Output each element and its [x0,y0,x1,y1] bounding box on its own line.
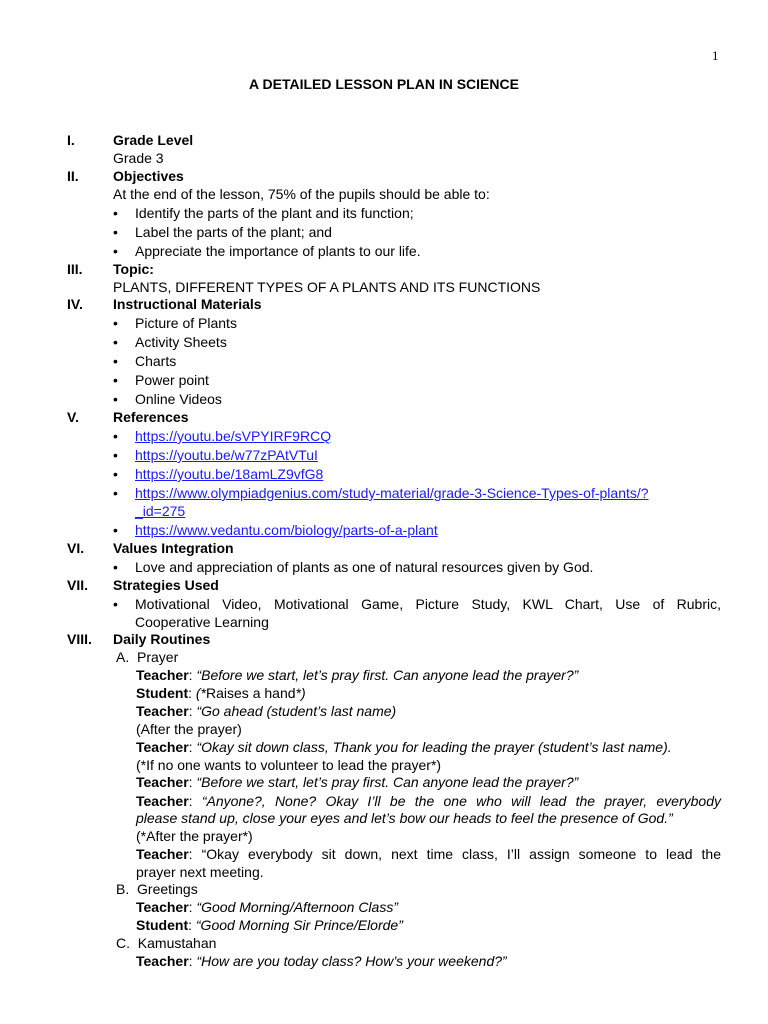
routine-kamustahan: C. Kamustahan [116,935,217,951]
reference-link[interactable]: https://www.vedantu.com/biology/parts-of-a-plant [135,522,438,538]
dialogue-line: Teacher: “Before we start, let’s pray first. Can anyone lead the prayer?” [136,667,579,683]
dialogue-line: Teacher: “Okay everybody sit down, next time class, I’ll assign someone to lead the [136,846,721,862]
dialogue-line: Teacher: “Good Morning/Afternoon Class” [136,899,398,915]
section-heading: References [113,409,189,425]
dialogue-line: Teacher: “Before we start, let’s pray first. Can anyone lead the prayer?” [136,774,579,790]
reference-link[interactable]: https://www.olympiadgenius.com/study-material/grade-3-Science-Types-of-plants/? [135,485,649,501]
objectives-intro: At the end of the lesson, 75% of the pupils should be able to: [113,186,490,202]
dialogue-line: Teacher: “Go ahead (student’s last name) [136,703,397,719]
reference-link[interactable]: https://youtu.be/w77zPAtVTuI [135,447,318,463]
section-number: V. [67,409,79,425]
dialogue-line: Student: “Good Morning Sir Prince/Elorde” [136,917,403,933]
routine-prayer: A. Prayer [116,649,179,665]
dialogue-line: Teacher: “Anyone?, None? Okay I’ll be the one who will lead the prayer, everybody [136,793,721,809]
section-heading: Strategies Used [113,577,219,593]
section-heading: Values Integration [113,540,234,556]
dialogue-line: Teacher: “Okay sit down class, Thank you for leading the prayer (student’s last name). [136,739,672,755]
section-heading: Objectives [113,168,184,184]
dialogue-line-continued: please stand up, close your eyes and let’s bow our heads to feel the presence of God.” [136,810,673,826]
grade-text: Grade 3 [113,150,164,166]
section-number: II. [67,168,79,184]
section-heading: Grade Level [113,132,194,148]
stage-direction: (*After the prayer*) [136,828,253,844]
section-number: IV. [67,296,83,312]
section-heading: Instructional Materials [113,296,262,312]
reference-link[interactable]: _id=275 [135,503,186,519]
document-title: A DETAILED LESSON PLAN IN SCIENCE [249,76,519,92]
topic-text: PLANTS, DIFFERENT TYPES OF A PLANTS AND ITS FUNCTIONS [113,279,541,295]
strategies-continued: Cooperative Learning [135,614,269,630]
section-number: VIII. [67,631,92,647]
section-number: III. [67,261,83,277]
section-heading: Topic: [113,261,154,277]
dialogue-line-continued: prayer next meeting. [136,864,264,880]
section-number: I. [67,132,75,148]
section-number: VI. [67,540,85,556]
page-number: 1 [712,48,719,63]
section-heading: Daily Routines [113,631,211,647]
stage-direction: (*If no one wants to volunteer to lead the prayer*) [136,757,442,773]
dialogue-line: Teacher: “How are you today class? How’s your weekend?” [136,953,507,969]
routine-greetings: B. Greetings [116,881,198,897]
section-number: VII. [67,577,89,593]
reference-link[interactable]: https://youtu.be/sVPYIRF9RCQ [135,428,332,444]
stage-direction: (After the prayer) [136,721,242,737]
dialogue-line: Student: (*Raises a hand*) [136,685,306,701]
reference-link[interactable]: https://youtu.be/18amLZ9vfG8 [135,466,324,482]
